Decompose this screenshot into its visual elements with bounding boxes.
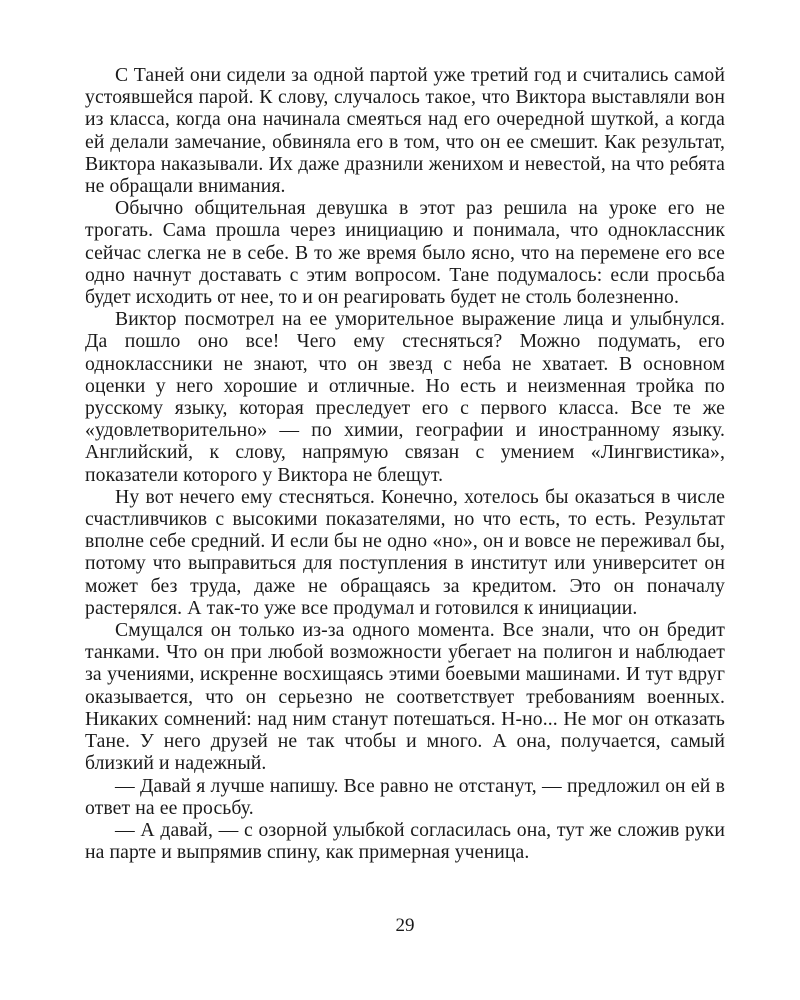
book-page <box>85 64 725 984</box>
paragraph-5: Смущался он только из-за одного момента. Все знали, что он бредит танками. Что он при любой возможности убегает на полигон и наблюдает за учениями, искренне восхищаясь этими боевыми машинами. И тут вдруг оказывается, что он серьезно не соответствует требованиям военных. Никаких сомнений: над ним станут потешаться. Н-но... Не мог он отказать Тане. У него друзей не так чтобы и много. А она, получается, самый близкий и надежный. <box>85 619 725 775</box>
page-number: 29 <box>395 915 415 936</box>
paragraph-6-dialogue: — Давай я лучше напишу. Все равно не отстанут, — предложил он ей в ответ на ее просьбу. <box>85 774 725 819</box>
page-body-text <box>85 64 725 863</box>
paragraph-3: Виктор посмотрел на ее уморительное выражение лица и улыбнулся. Да пошло оно все! Чего ему стесняться? Можно подумать, его одноклассники не знают, что он звезд с неба не хватает. В основном оценки у него хорошие и отличные. Но есть и неизменная тройка по русскому языку, которая преследует его с первого класса. Все те же «удовлетворительно» — по химии, географии и иностранному языку. Английский, к слову, напрямую связан с умением «Лингвистика», показатели которого у Виктора не блещут. <box>85 308 725 486</box>
paragraph-2: Обычно общительная девушка в этот раз решила на уроке его не трогать. Сама прошла через инициацию и понимала, что одноклассник сейчас слегка не в себе. В то же время было ясно, что на перемене его все одно начнут доставать с этим вопросом. Тане подумалось: если просьба будет исходить от нее, то и он реагировать будет не столь болезненно. <box>85 197 725 309</box>
paragraph-4: Ну вот нечего ему стесняться. Конечно, хотелось бы оказаться в числе счастливчиков с высокими показателями, но что есть, то есть. Результат вполне себе средний. И если бы не одно «но», он и вовсе не переживал бы, потому что выправиться для поступления в институт или университет он может без труда, даже не обращаясь за кредитом. Это он поначалу растерялся. А так-то уже все продумал и готовился к инициации. <box>85 485 725 619</box>
paragraph-1: С Таней они сидели за одной партой уже третий год и считались самой устоявшейся парой. К слову, случалось такое, что Виктора выставляли вон из класса, когда она начинала смеяться над его очередной шуткой, а когда ей делали замечание, обвиняла его в том, что он ее смешит. Как результат, Виктора наказывали. Их даже дразнили женихом и невестой, на что ребята не обращали внимания. <box>85 64 725 198</box>
paragraph-7-dialogue: — А давай, — с озорной улыбкой согласилась она, тут же сложив руки на парте и выпрямив спину, как примерная ученица. <box>85 818 725 864</box>
